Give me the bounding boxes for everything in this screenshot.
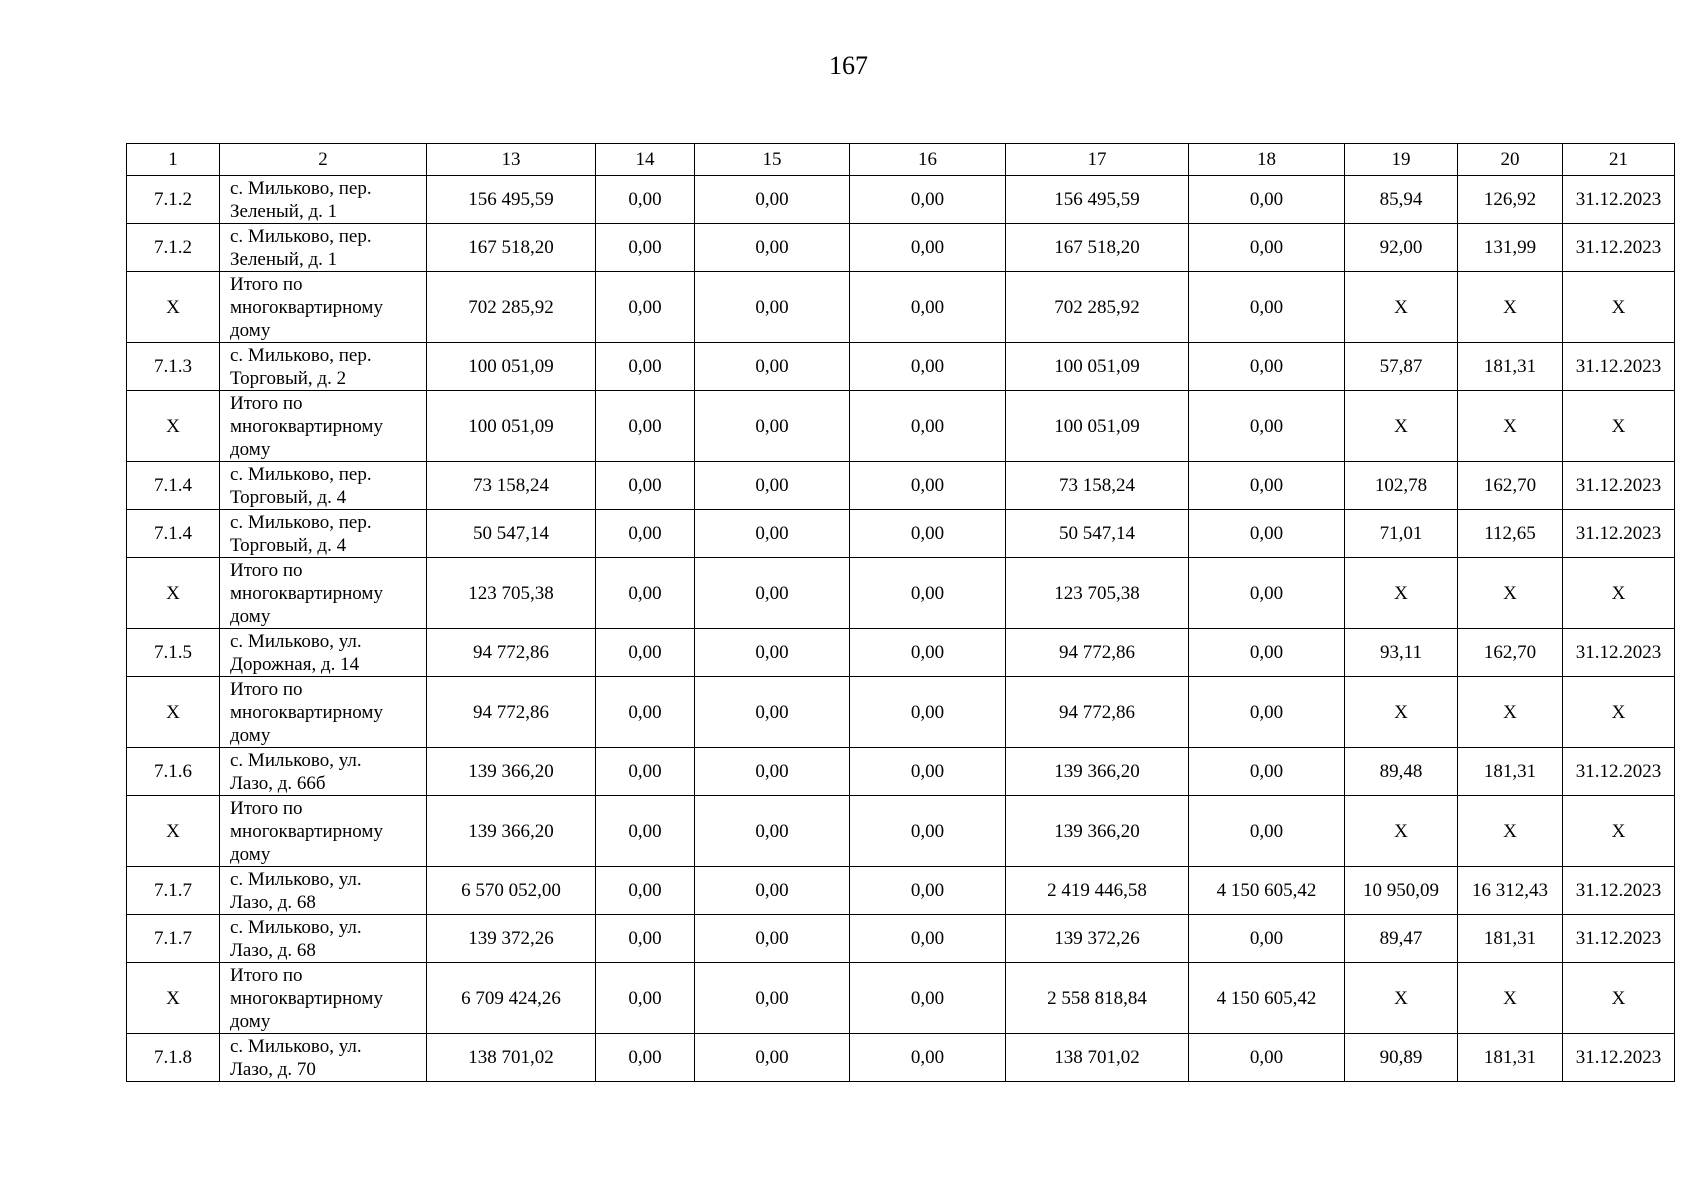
address-line: Итого по: [230, 559, 303, 581]
value-cell-c16: 0,00: [850, 1034, 1006, 1082]
address-cell: [220, 343, 427, 391]
value-cell-c18: 0,00: [1189, 176, 1345, 224]
value-cell-c17: 2 558 818,84: [1006, 963, 1189, 1034]
value-cell-c16: 0,00: [850, 748, 1006, 796]
address-cell: [220, 677, 427, 748]
value-cell-c18: 0,00: [1189, 224, 1345, 272]
value-cell-c18: 0,00: [1189, 629, 1345, 677]
address-line: Дорожная, д. 14: [230, 653, 360, 675]
value-cell-c16: 0,00: [850, 462, 1006, 510]
row-id-cell: 7.1.4: [127, 510, 220, 558]
value-cell-c15: 0,00: [695, 558, 850, 629]
value-cell-c16: 0,00: [850, 176, 1006, 224]
value-cell-c18: 0,00: [1189, 558, 1345, 629]
value-cell-c21: Х: [1563, 796, 1675, 867]
value-cell-c13: 94 772,86: [427, 629, 596, 677]
value-cell-c18: 0,00: [1189, 677, 1345, 748]
value-cell-c19: Х: [1345, 677, 1458, 748]
value-cell-c14: 0,00: [596, 1034, 695, 1082]
value-cell-c16: 0,00: [850, 867, 1006, 915]
address-line: с. Мильково, ул.: [230, 916, 362, 938]
value-cell-c19: 93,11: [1345, 629, 1458, 677]
value-cell-c19: 89,47: [1345, 915, 1458, 963]
address-line: дому: [230, 843, 271, 865]
value-cell-c20: Х: [1458, 963, 1563, 1034]
value-cell-c14: 0,00: [596, 963, 695, 1034]
column-header: 2: [220, 144, 427, 176]
value-cell-c19: Х: [1345, 558, 1458, 629]
table-row: [127, 343, 1675, 391]
address-line: Итого по: [230, 797, 303, 819]
row-id-cell: 7.1.7: [127, 867, 220, 915]
value-cell-c19: 92,00: [1345, 224, 1458, 272]
value-cell-c20: Х: [1458, 796, 1563, 867]
value-cell-c18: 0,00: [1189, 748, 1345, 796]
value-cell-c16: 0,00: [850, 796, 1006, 867]
column-header: 20: [1458, 144, 1563, 176]
address-line: Торговый, д. 4: [230, 486, 347, 508]
address-cell: [220, 272, 427, 343]
value-cell-c16: 0,00: [850, 510, 1006, 558]
row-id-cell: Х: [127, 272, 220, 343]
value-cell-c21: 31.12.2023: [1563, 748, 1675, 796]
value-cell-c13: 702 285,92: [427, 272, 596, 343]
value-cell-c21: 31.12.2023: [1563, 343, 1675, 391]
value-cell-c17: 167 518,20: [1006, 224, 1189, 272]
address-line: Итого по: [230, 273, 303, 295]
value-cell-c20: 162,70: [1458, 629, 1563, 677]
value-cell-c14: 0,00: [596, 796, 695, 867]
value-cell-c14: 0,00: [596, 343, 695, 391]
value-cell-c16: 0,00: [850, 963, 1006, 1034]
table-row: [127, 462, 1675, 510]
table-header: [127, 144, 1675, 176]
address-cell: [220, 629, 427, 677]
address-line: дому: [230, 724, 271, 746]
value-cell-c21: 31.12.2023: [1563, 867, 1675, 915]
address-line: многоквартирному: [230, 987, 383, 1009]
address-line: Лазо, д. 68: [230, 939, 316, 961]
value-cell-c15: 0,00: [695, 510, 850, 558]
value-cell-c13: 100 051,09: [427, 391, 596, 462]
value-cell-c16: 0,00: [850, 629, 1006, 677]
row-id-cell: 7.1.2: [127, 176, 220, 224]
address-line: с. Мильково, пер.: [230, 225, 372, 247]
table-row: [127, 510, 1675, 558]
table-row: [127, 867, 1675, 915]
row-id-cell: Х: [127, 391, 220, 462]
value-cell-c21: 31.12.2023: [1563, 1034, 1675, 1082]
table-row: [127, 176, 1675, 224]
value-cell-c21: 31.12.2023: [1563, 510, 1675, 558]
address-cell: [220, 1034, 427, 1082]
address-line: с. Мильково, ул.: [230, 749, 362, 771]
value-cell-c14: 0,00: [596, 915, 695, 963]
address-cell: [220, 915, 427, 963]
row-id-cell: 7.1.7: [127, 915, 220, 963]
table-row: [127, 796, 1675, 867]
value-cell-c14: 0,00: [596, 272, 695, 343]
value-cell-c20: Х: [1458, 391, 1563, 462]
table-row: [127, 629, 1675, 677]
value-cell-c17: 94 772,86: [1006, 677, 1189, 748]
table-row: [127, 963, 1675, 1034]
value-cell-c13: 50 547,14: [427, 510, 596, 558]
value-cell-c20: Х: [1458, 558, 1563, 629]
value-cell-c20: 162,70: [1458, 462, 1563, 510]
value-cell-c21: Х: [1563, 677, 1675, 748]
column-header: 15: [695, 144, 850, 176]
address-cell: [220, 867, 427, 915]
value-cell-c13: 73 158,24: [427, 462, 596, 510]
value-cell-c16: 0,00: [850, 915, 1006, 963]
value-cell-c21: 31.12.2023: [1563, 462, 1675, 510]
address-line: Итого по: [230, 392, 303, 414]
value-cell-c18: 0,00: [1189, 272, 1345, 343]
value-cell-c13: 139 366,20: [427, 796, 596, 867]
value-cell-c18: 0,00: [1189, 796, 1345, 867]
value-cell-c19: 102,78: [1345, 462, 1458, 510]
address-line: многоквартирному: [230, 415, 383, 437]
value-cell-c14: 0,00: [596, 462, 695, 510]
value-cell-c16: 0,00: [850, 224, 1006, 272]
value-cell-c15: 0,00: [695, 867, 850, 915]
row-id-cell: 7.1.2: [127, 224, 220, 272]
value-cell-c14: 0,00: [596, 224, 695, 272]
address-line: Итого по: [230, 678, 303, 700]
value-cell-c13: 138 701,02: [427, 1034, 596, 1082]
column-header: 16: [850, 144, 1006, 176]
address-line: с. Мильково, ул.: [230, 1035, 362, 1057]
value-cell-c16: 0,00: [850, 677, 1006, 748]
row-id-cell: 7.1.6: [127, 748, 220, 796]
value-cell-c21: Х: [1563, 558, 1675, 629]
value-cell-c13: 139 372,26: [427, 915, 596, 963]
table-row: [127, 391, 1675, 462]
table-row: [127, 272, 1675, 343]
value-cell-c18: 0,00: [1189, 1034, 1345, 1082]
value-cell-c15: 0,00: [695, 343, 850, 391]
value-cell-c16: 0,00: [850, 391, 1006, 462]
value-cell-c13: 123 705,38: [427, 558, 596, 629]
address-line: многоквартирному: [230, 820, 383, 842]
value-cell-c21: 31.12.2023: [1563, 629, 1675, 677]
value-cell-c17: 156 495,59: [1006, 176, 1189, 224]
table-row: [127, 1034, 1675, 1082]
address-line: с. Мильково, пер.: [230, 511, 372, 533]
value-cell-c15: 0,00: [695, 915, 850, 963]
value-cell-c13: 100 051,09: [427, 343, 596, 391]
value-cell-c18: 4 150 605,42: [1189, 867, 1345, 915]
value-cell-c14: 0,00: [596, 176, 695, 224]
value-cell-c19: 85,94: [1345, 176, 1458, 224]
address-line: с. Мильково, пер.: [230, 463, 372, 485]
value-cell-c13: 156 495,59: [427, 176, 596, 224]
address-cell: [220, 462, 427, 510]
address-cell: [220, 748, 427, 796]
value-cell-c16: 0,00: [850, 272, 1006, 343]
value-cell-c19: 90,89: [1345, 1034, 1458, 1082]
value-cell-c14: 0,00: [596, 391, 695, 462]
value-cell-c15: 0,00: [695, 796, 850, 867]
value-cell-c17: 702 285,92: [1006, 272, 1189, 343]
address-line: с. Мильково, ул.: [230, 868, 362, 890]
value-cell-c15: 0,00: [695, 462, 850, 510]
value-cell-c17: 100 051,09: [1006, 343, 1189, 391]
address-line: Лазо, д. 68: [230, 891, 316, 913]
value-cell-c20: Х: [1458, 677, 1563, 748]
value-cell-c19: Х: [1345, 272, 1458, 343]
page-number: 167: [829, 51, 868, 80]
value-cell-c14: 0,00: [596, 677, 695, 748]
column-header: 18: [1189, 144, 1345, 176]
address-line: с. Мильково, пер.: [230, 177, 372, 199]
value-cell-c17: 2 419 446,58: [1006, 867, 1189, 915]
address-cell: [220, 796, 427, 867]
value-cell-c18: 0,00: [1189, 391, 1345, 462]
column-header: 14: [596, 144, 695, 176]
address-line: Зеленый, д. 1: [230, 200, 338, 222]
value-cell-c17: 100 051,09: [1006, 391, 1189, 462]
table-row: [127, 748, 1675, 796]
value-cell-c20: 181,31: [1458, 748, 1563, 796]
row-id-cell: 7.1.4: [127, 462, 220, 510]
column-header: 13: [427, 144, 596, 176]
value-cell-c13: 6 709 424,26: [427, 963, 596, 1034]
value-cell-c14: 0,00: [596, 867, 695, 915]
value-cell-c20: 16 312,43: [1458, 867, 1563, 915]
value-cell-c15: 0,00: [695, 677, 850, 748]
value-cell-c14: 0,00: [596, 510, 695, 558]
address-cell: [220, 224, 427, 272]
value-cell-c21: Х: [1563, 272, 1675, 343]
row-id-cell: 7.1.3: [127, 343, 220, 391]
address-cell: [220, 391, 427, 462]
address-line: дому: [230, 605, 271, 627]
column-header: 17: [1006, 144, 1189, 176]
data-table: [126, 143, 1675, 1082]
row-id-cell: Х: [127, 558, 220, 629]
value-cell-c16: 0,00: [850, 343, 1006, 391]
address-cell: [220, 510, 427, 558]
table-row: [127, 558, 1675, 629]
address-line: Лазо, д. 70: [230, 1058, 316, 1080]
value-cell-c17: 139 366,20: [1006, 748, 1189, 796]
value-cell-c15: 0,00: [695, 629, 850, 677]
value-cell-c17: 139 372,26: [1006, 915, 1189, 963]
value-cell-c19: Х: [1345, 796, 1458, 867]
value-cell-c15: 0,00: [695, 391, 850, 462]
value-cell-c17: 94 772,86: [1006, 629, 1189, 677]
value-cell-c17: 50 547,14: [1006, 510, 1189, 558]
address-cell: [220, 963, 427, 1034]
value-cell-c21: Х: [1563, 963, 1675, 1034]
address-line: многоквартирному: [230, 582, 383, 604]
column-header: 1: [127, 144, 220, 176]
address-line: Зеленый, д. 1: [230, 248, 338, 270]
value-cell-c19: 71,01: [1345, 510, 1458, 558]
value-cell-c21: 31.12.2023: [1563, 224, 1675, 272]
address-cell: [220, 558, 427, 629]
value-cell-c14: 0,00: [596, 629, 695, 677]
address-line: с. Мильково, ул.: [230, 630, 362, 652]
value-cell-c14: 0,00: [596, 558, 695, 629]
value-cell-c20: 181,31: [1458, 915, 1563, 963]
value-cell-c18: 0,00: [1189, 510, 1345, 558]
value-cell-c15: 0,00: [695, 272, 850, 343]
value-cell-c17: 123 705,38: [1006, 558, 1189, 629]
value-cell-c20: 126,92: [1458, 176, 1563, 224]
value-cell-c19: Х: [1345, 963, 1458, 1034]
value-cell-c21: 31.12.2023: [1563, 176, 1675, 224]
address-cell: [220, 176, 427, 224]
address-line: Торговый, д. 4: [230, 534, 347, 556]
value-cell-c13: 139 366,20: [427, 748, 596, 796]
value-cell-c17: 73 158,24: [1006, 462, 1189, 510]
value-cell-c19: 10 950,09: [1345, 867, 1458, 915]
row-id-cell: 7.1.8: [127, 1034, 220, 1082]
table-row: [127, 915, 1675, 963]
address-line: с. Мильково, пер.: [230, 344, 372, 366]
header-row: [127, 144, 1675, 176]
value-cell-c19: Х: [1345, 391, 1458, 462]
address-line: многоквартирному: [230, 701, 383, 723]
value-cell-c20: 181,31: [1458, 343, 1563, 391]
value-cell-c21: 31.12.2023: [1563, 915, 1675, 963]
row-id-cell: Х: [127, 677, 220, 748]
value-cell-c18: 4 150 605,42: [1189, 963, 1345, 1034]
table-body: [127, 176, 1675, 1082]
value-cell-c18: 0,00: [1189, 462, 1345, 510]
value-cell-c14: 0,00: [596, 748, 695, 796]
address-line: Лазо, д. 66б: [230, 772, 326, 794]
address-line: многоквартирному: [230, 296, 383, 318]
address-line: дому: [230, 1010, 271, 1032]
value-cell-c20: 112,65: [1458, 510, 1563, 558]
value-cell-c17: 138 701,02: [1006, 1034, 1189, 1082]
value-cell-c20: Х: [1458, 272, 1563, 343]
value-cell-c21: Х: [1563, 391, 1675, 462]
column-header: 21: [1563, 144, 1675, 176]
row-id-cell: Х: [127, 963, 220, 1034]
table-row: [127, 677, 1675, 748]
value-cell-c20: 181,31: [1458, 1034, 1563, 1082]
value-cell-c19: 89,48: [1345, 748, 1458, 796]
value-cell-c18: 0,00: [1189, 343, 1345, 391]
table-row: [127, 224, 1675, 272]
value-cell-c15: 0,00: [695, 1034, 850, 1082]
value-cell-c13: 167 518,20: [427, 224, 596, 272]
row-id-cell: 7.1.5: [127, 629, 220, 677]
address-line: дому: [230, 319, 271, 341]
address-line: Итого по: [230, 964, 303, 986]
value-cell-c15: 0,00: [695, 176, 850, 224]
value-cell-c16: 0,00: [850, 558, 1006, 629]
value-cell-c13: 6 570 052,00: [427, 867, 596, 915]
value-cell-c19: 57,87: [1345, 343, 1458, 391]
address-line: дому: [230, 438, 271, 460]
value-cell-c17: 139 366,20: [1006, 796, 1189, 867]
value-cell-c15: 0,00: [695, 963, 850, 1034]
value-cell-c20: 131,99: [1458, 224, 1563, 272]
value-cell-c15: 0,00: [695, 748, 850, 796]
value-cell-c15: 0,00: [695, 224, 850, 272]
row-id-cell: Х: [127, 796, 220, 867]
value-cell-c13: 94 772,86: [427, 677, 596, 748]
column-header: 19: [1345, 144, 1458, 176]
address-line: Торговый, д. 2: [230, 367, 347, 389]
value-cell-c18: 0,00: [1189, 915, 1345, 963]
